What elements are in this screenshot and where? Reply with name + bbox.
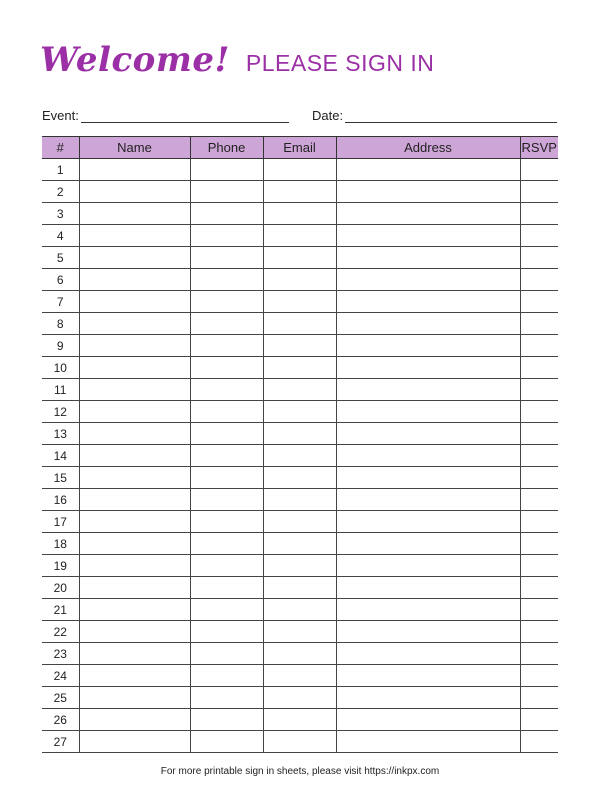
rsvp-cell[interactable] [520, 401, 558, 423]
name-cell[interactable] [79, 599, 190, 621]
address-cell[interactable] [336, 335, 520, 357]
phone-cell[interactable] [190, 665, 263, 687]
address-cell[interactable] [336, 225, 520, 247]
row-number: 11 [42, 379, 79, 401]
row-number: 26 [42, 709, 79, 731]
table-row [42, 247, 558, 269]
email-cell[interactable] [263, 423, 336, 445]
phone-cell[interactable] [190, 533, 263, 555]
phone-cell[interactable] [190, 203, 263, 225]
table-row [42, 225, 558, 247]
table-header-row [42, 137, 558, 159]
email-cell[interactable] [263, 159, 336, 181]
address-cell[interactable] [336, 555, 520, 577]
name-cell[interactable] [79, 225, 190, 247]
table-row [42, 577, 558, 599]
name-cell[interactable] [79, 731, 190, 753]
email-cell[interactable] [263, 401, 336, 423]
rsvp-cell[interactable] [520, 511, 558, 533]
email-cell[interactable] [263, 181, 336, 203]
rsvp-cell[interactable] [520, 577, 558, 599]
row-number: 13 [42, 423, 79, 445]
address-cell[interactable] [336, 511, 520, 533]
address-cell[interactable] [336, 401, 520, 423]
table-row [42, 401, 558, 423]
column-header-rsvp: RSVP [520, 137, 558, 159]
rsvp-cell[interactable] [520, 621, 558, 643]
address-cell[interactable] [336, 423, 520, 445]
name-cell[interactable] [79, 577, 190, 599]
row-number: 27 [42, 731, 79, 753]
phone-cell[interactable] [190, 225, 263, 247]
rsvp-cell[interactable] [520, 357, 558, 379]
phone-cell[interactable] [190, 621, 263, 643]
phone-cell[interactable] [190, 423, 263, 445]
address-cell[interactable] [336, 247, 520, 269]
column-header-number: # [42, 137, 79, 159]
table-row [42, 709, 558, 731]
name-cell[interactable] [79, 357, 190, 379]
name-cell[interactable] [79, 687, 190, 709]
rsvp-cell[interactable] [520, 335, 558, 357]
rsvp-cell[interactable] [520, 643, 558, 665]
row-number: 7 [42, 291, 79, 313]
table-row [42, 445, 558, 467]
phone-cell[interactable] [190, 335, 263, 357]
table-row [42, 379, 558, 401]
phone-cell[interactable] [190, 577, 263, 599]
name-cell[interactable] [79, 401, 190, 423]
date-field[interactable] [312, 108, 557, 123]
row-number: 5 [42, 247, 79, 269]
table-row [42, 159, 558, 181]
address-cell[interactable] [336, 291, 520, 313]
phone-cell[interactable] [190, 687, 263, 709]
row-number: 6 [42, 269, 79, 291]
phone-cell[interactable] [190, 357, 263, 379]
rsvp-cell[interactable] [520, 269, 558, 291]
table-row [42, 181, 558, 203]
email-cell[interactable] [263, 467, 336, 489]
table-row [42, 423, 558, 445]
table-row [42, 313, 558, 335]
rsvp-cell[interactable] [520, 665, 558, 687]
table-row [42, 643, 558, 665]
table-row [42, 291, 558, 313]
table-row [42, 467, 558, 489]
table-row [42, 269, 558, 291]
phone-cell[interactable] [190, 181, 263, 203]
name-cell[interactable] [79, 709, 190, 731]
name-cell[interactable] [79, 423, 190, 445]
table-row [42, 621, 558, 643]
table-row [42, 599, 558, 621]
email-cell[interactable] [263, 687, 336, 709]
row-number: 2 [42, 181, 79, 203]
rsvp-cell[interactable] [520, 687, 558, 709]
address-cell[interactable] [336, 181, 520, 203]
rsvp-cell[interactable] [520, 555, 558, 577]
event-field[interactable] [42, 108, 289, 123]
page-title [40, 40, 434, 90]
name-cell[interactable] [79, 335, 190, 357]
phone-cell[interactable] [190, 401, 263, 423]
address-cell[interactable] [336, 467, 520, 489]
phone-cell[interactable] [190, 731, 263, 753]
email-cell[interactable] [263, 247, 336, 269]
row-number: 25 [42, 687, 79, 709]
rsvp-cell[interactable] [520, 203, 558, 225]
email-cell[interactable] [263, 555, 336, 577]
name-cell[interactable] [79, 489, 190, 511]
row-number: 19 [42, 555, 79, 577]
name-cell[interactable] [79, 269, 190, 291]
email-cell[interactable] [263, 643, 336, 665]
email-cell[interactable] [263, 489, 336, 511]
rsvp-cell[interactable] [520, 599, 558, 621]
name-cell[interactable] [79, 379, 190, 401]
address-cell[interactable] [336, 379, 520, 401]
address-cell[interactable] [336, 445, 520, 467]
address-cell[interactable] [336, 533, 520, 555]
rsvp-cell[interactable] [520, 379, 558, 401]
name-cell[interactable] [79, 313, 190, 335]
email-cell[interactable] [263, 599, 336, 621]
address-cell[interactable] [336, 709, 520, 731]
event-label: Event: [42, 108, 79, 123]
row-number: 24 [42, 665, 79, 687]
email-cell[interactable] [263, 225, 336, 247]
address-cell[interactable] [336, 621, 520, 643]
table-row [42, 533, 558, 555]
name-cell[interactable] [79, 247, 190, 269]
row-number: 3 [42, 203, 79, 225]
table-row [42, 511, 558, 533]
name-cell[interactable] [79, 665, 190, 687]
column-header-address: Address [336, 137, 520, 159]
email-cell[interactable] [263, 357, 336, 379]
column-header-email: Email [263, 137, 336, 159]
email-cell[interactable] [263, 335, 336, 357]
phone-cell[interactable] [190, 643, 263, 665]
name-cell[interactable] [79, 203, 190, 225]
row-number: 10 [42, 357, 79, 379]
table-row [42, 489, 558, 511]
email-cell[interactable] [263, 203, 336, 225]
row-number: 1 [42, 159, 79, 181]
row-number: 17 [42, 511, 79, 533]
email-cell[interactable] [263, 621, 336, 643]
email-cell[interactable] [263, 379, 336, 401]
phone-cell[interactable] [190, 379, 263, 401]
column-header-name: Name [79, 137, 190, 159]
row-number: 18 [42, 533, 79, 555]
row-number: 23 [42, 643, 79, 665]
phone-cell[interactable] [190, 709, 263, 731]
phone-cell[interactable] [190, 555, 263, 577]
row-number: 16 [42, 489, 79, 511]
row-number: 22 [42, 621, 79, 643]
table-row [42, 555, 558, 577]
rsvp-cell[interactable] [520, 533, 558, 555]
row-number: 12 [42, 401, 79, 423]
name-cell[interactable] [79, 643, 190, 665]
phone-cell[interactable] [190, 511, 263, 533]
email-cell[interactable] [263, 731, 336, 753]
date-label: Date: [312, 108, 344, 123]
rsvp-cell[interactable] [520, 291, 558, 313]
phone-cell[interactable] [190, 467, 263, 489]
address-cell[interactable] [336, 159, 520, 181]
table-row [42, 357, 558, 379]
row-number: 21 [42, 599, 79, 621]
name-cell[interactable] [79, 159, 190, 181]
address-cell[interactable] [336, 203, 520, 225]
date-line[interactable] [345, 108, 557, 123]
name-cell[interactable] [79, 291, 190, 313]
rsvp-cell[interactable] [520, 731, 558, 753]
table-row [42, 203, 558, 225]
rsvp-cell[interactable] [520, 181, 558, 203]
phone-cell[interactable] [190, 445, 263, 467]
email-cell[interactable] [263, 445, 336, 467]
phone-cell[interactable] [190, 269, 263, 291]
table-row [42, 335, 558, 357]
email-cell[interactable] [263, 313, 336, 335]
phone-cell[interactable] [190, 489, 263, 511]
row-number: 20 [42, 577, 79, 599]
rsvp-cell[interactable] [520, 313, 558, 335]
address-cell[interactable] [336, 665, 520, 687]
name-cell[interactable] [79, 511, 190, 533]
email-cell[interactable] [263, 577, 336, 599]
sign-in-table [42, 136, 558, 753]
name-cell[interactable] [79, 555, 190, 577]
address-cell[interactable] [336, 731, 520, 753]
rsvp-cell[interactable] [520, 225, 558, 247]
name-cell[interactable] [79, 467, 190, 489]
table-body [42, 159, 558, 753]
phone-cell[interactable] [190, 599, 263, 621]
rsvp-cell[interactable] [520, 709, 558, 731]
rsvp-cell[interactable] [520, 467, 558, 489]
address-cell[interactable] [336, 599, 520, 621]
address-cell[interactable] [336, 489, 520, 511]
email-cell[interactable] [263, 709, 336, 731]
row-number: 15 [42, 467, 79, 489]
name-cell[interactable] [79, 181, 190, 203]
address-cell[interactable] [336, 687, 520, 709]
email-cell[interactable] [263, 511, 336, 533]
rsvp-cell[interactable] [520, 445, 558, 467]
rsvp-cell[interactable] [520, 489, 558, 511]
please-sign-in-heading: PLEASE SIGN IN [245, 50, 435, 76]
event-date-fields [42, 108, 558, 128]
address-cell[interactable] [336, 313, 520, 335]
phone-cell[interactable] [190, 313, 263, 335]
rsvp-cell[interactable] [520, 247, 558, 269]
phone-cell[interactable] [190, 291, 263, 313]
address-cell[interactable] [336, 269, 520, 291]
column-header-phone: Phone [190, 137, 263, 159]
rsvp-cell[interactable] [520, 159, 558, 181]
email-cell[interactable] [263, 665, 336, 687]
event-line[interactable] [81, 108, 289, 123]
address-cell[interactable] [336, 577, 520, 599]
row-number: 4 [42, 225, 79, 247]
email-cell[interactable] [263, 533, 336, 555]
address-cell[interactable] [336, 643, 520, 665]
footer-note: For more printable sign in sheets, please visit https://inkpx.com [160, 766, 440, 777]
address-cell[interactable] [336, 357, 520, 379]
table-row [42, 687, 558, 709]
name-cell[interactable] [79, 533, 190, 555]
welcome-heading: Welcome! [40, 40, 230, 80]
phone-cell[interactable] [190, 247, 263, 269]
table-row [42, 731, 558, 753]
name-cell[interactable] [79, 621, 190, 643]
phone-cell[interactable] [190, 159, 263, 181]
table-row [42, 665, 558, 687]
name-cell[interactable] [79, 445, 190, 467]
row-number: 9 [42, 335, 79, 357]
rsvp-cell[interactable] [520, 423, 558, 445]
email-cell[interactable] [263, 269, 336, 291]
row-number: 8 [42, 313, 79, 335]
email-cell[interactable] [263, 291, 336, 313]
row-number: 14 [42, 445, 79, 467]
